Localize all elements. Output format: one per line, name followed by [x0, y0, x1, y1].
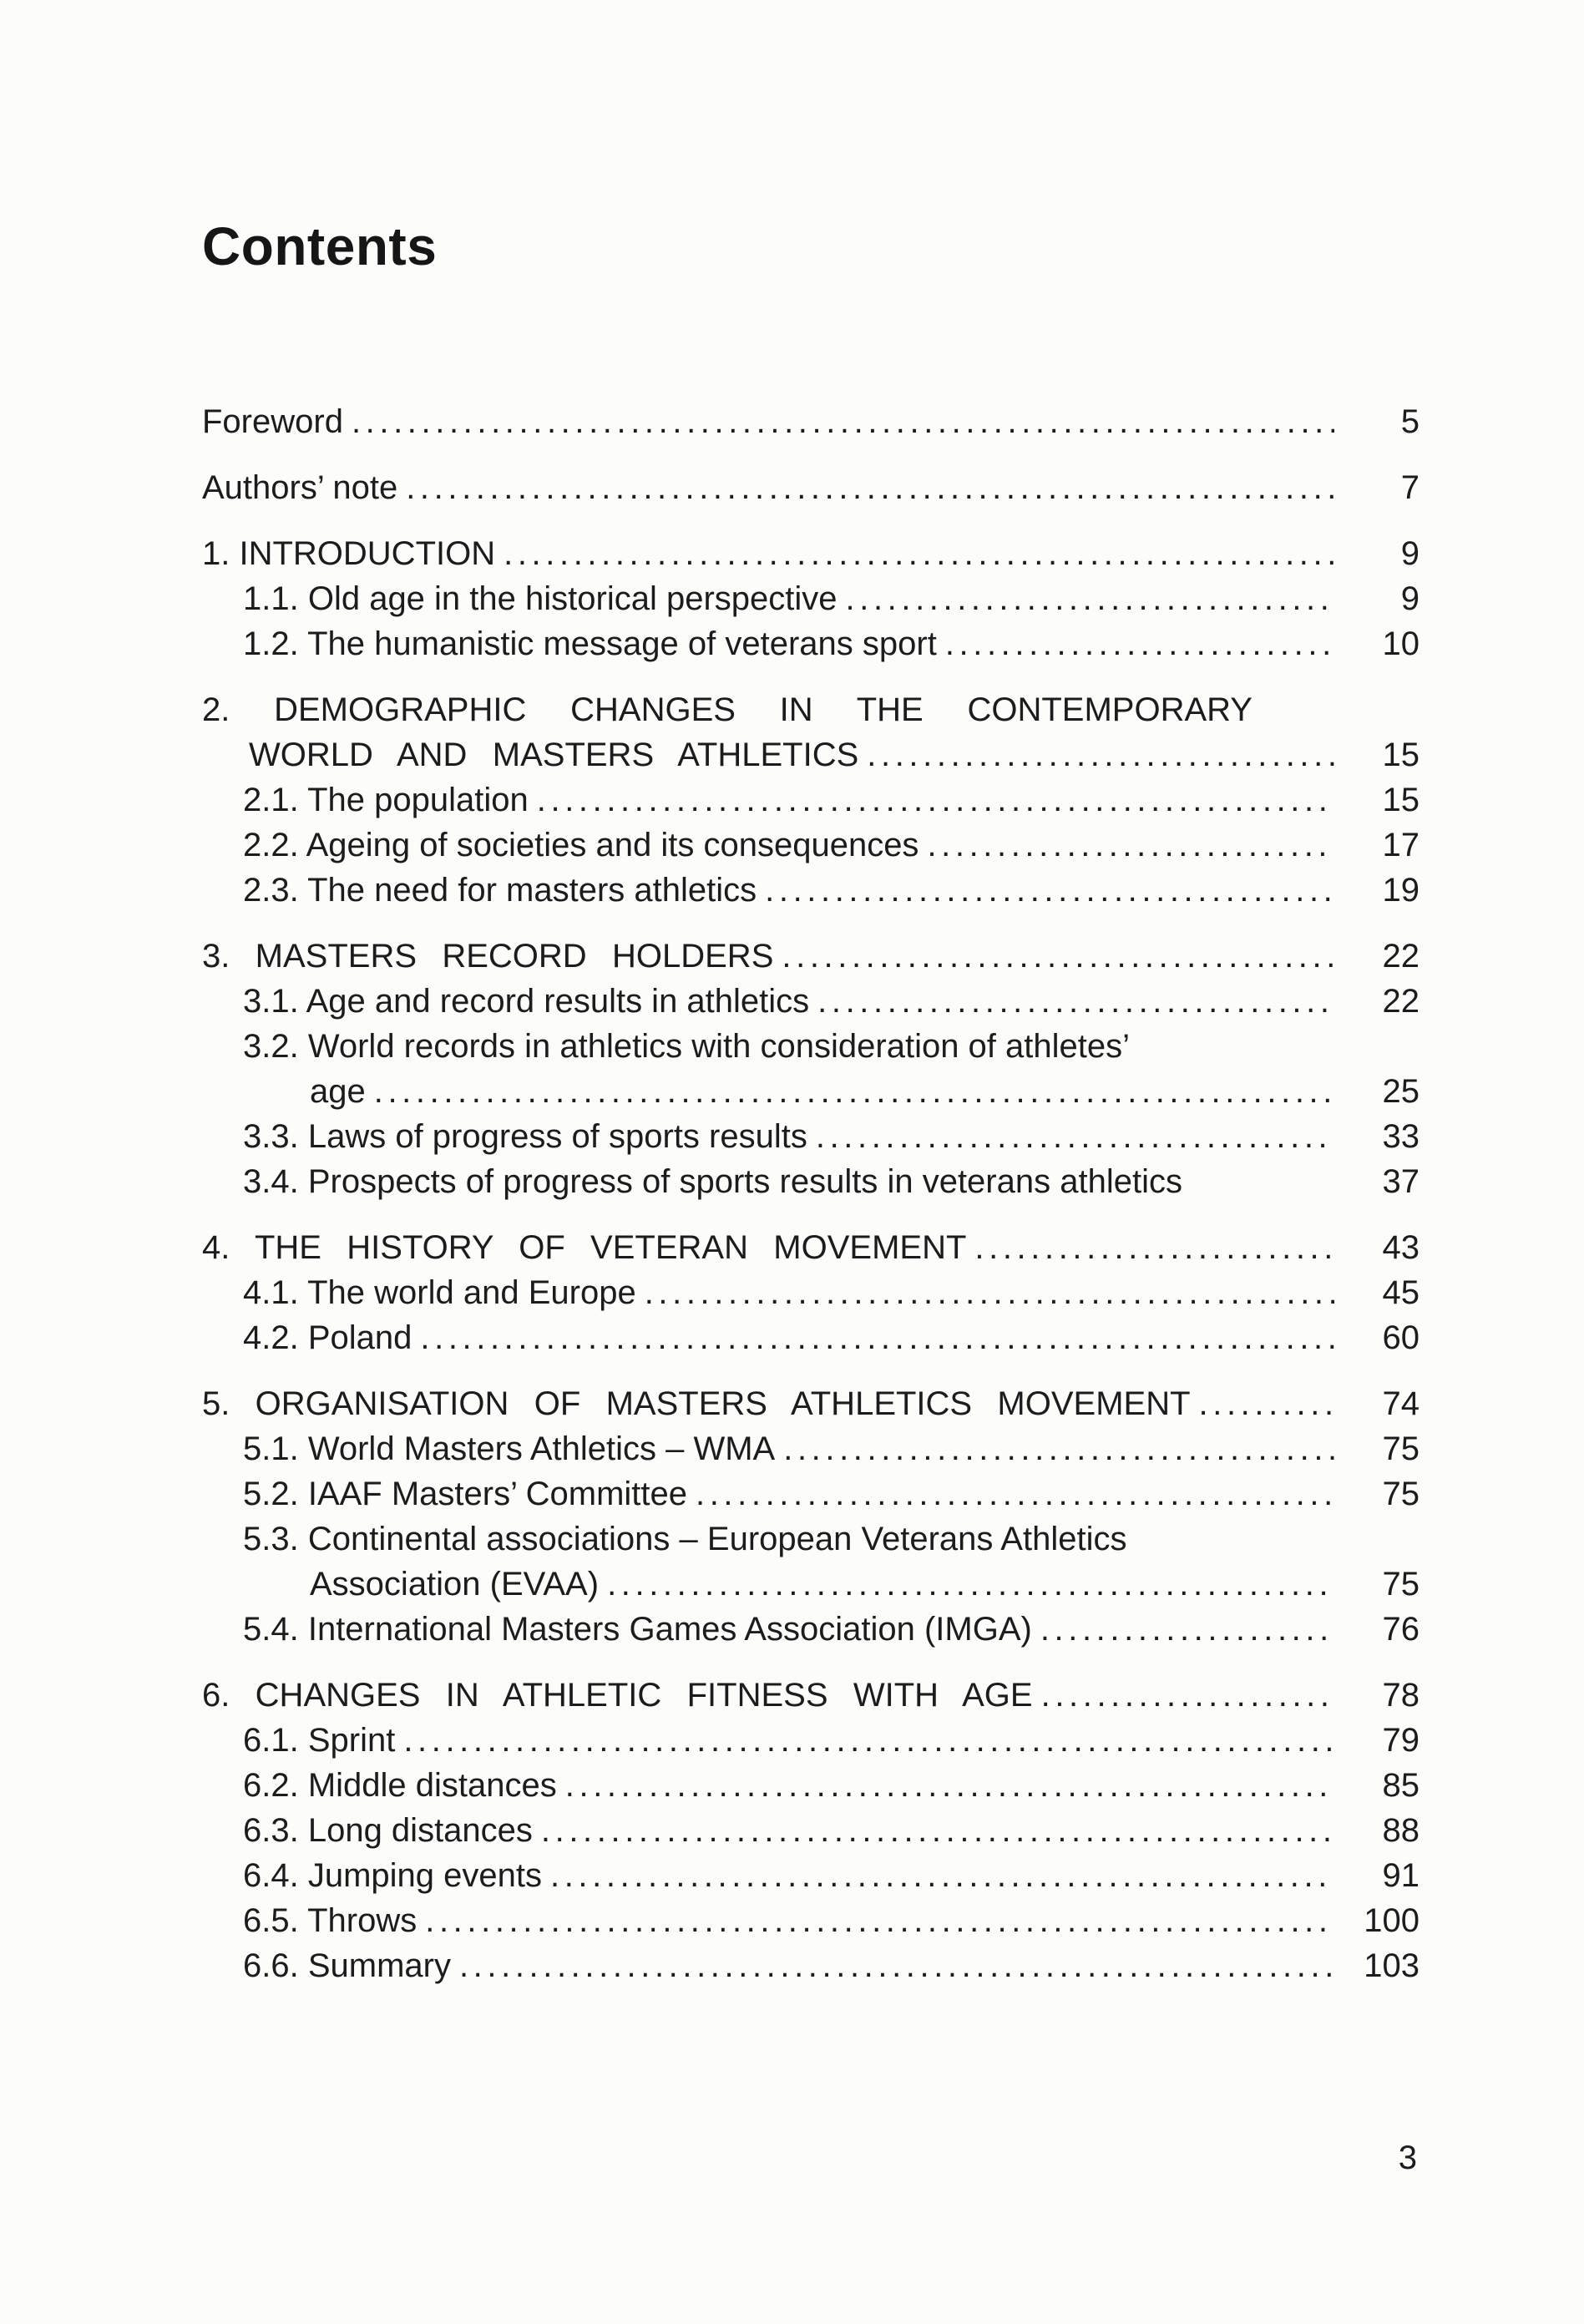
toc-entry-text: 5.2. IAAF Masters’ Committee	[243, 1476, 687, 1512]
toc-page-number: 22	[1382, 983, 1420, 1020]
toc-entry	[202, 1315, 1420, 1360]
dot-leader	[1040, 1607, 1334, 1652]
dot-leader	[867, 732, 1334, 777]
toc-entry	[202, 1898, 1420, 1943]
toc-line	[243, 1024, 1420, 1069]
toc-page-number: 74	[1382, 1385, 1420, 1422]
toc-group	[202, 1381, 1420, 1652]
dot-leader	[504, 531, 1334, 576]
toc-entry-text: 2.3. The need for masters athletics	[243, 872, 757, 909]
toc-page-number: 15	[1382, 782, 1420, 818]
toc-entry-text: 5. ORGANISATION OF MASTERS ATHLETICS MOVEMENT	[202, 1385, 1191, 1422]
toc-entry	[202, 1114, 1420, 1159]
toc-entry-text: 5.1. World Masters Athletics – WMA	[243, 1430, 776, 1467]
dot-leader	[782, 934, 1334, 979]
toc-line	[202, 732, 1420, 777]
toc-entry	[202, 1673, 1420, 1718]
dot-leader	[645, 1270, 1334, 1315]
toc-line	[243, 1763, 1420, 1808]
toc-entry-text: 6.6. Summary	[243, 1947, 451, 1984]
toc-entry	[202, 1159, 1420, 1204]
toc-entry	[202, 1426, 1420, 1471]
toc-entry-text: 6.5. Throws	[243, 1902, 418, 1939]
toc-entry-text: 2.2. Ageing of societies and its consequences	[243, 827, 919, 863]
toc-entry-text: 4.2. Poland	[243, 1319, 412, 1356]
toc-line	[243, 621, 1420, 666]
toc-page-number: 75	[1382, 1430, 1420, 1467]
dot-leader	[1199, 1381, 1334, 1426]
toc-page-number: 15	[1382, 737, 1420, 773]
toc-line	[243, 1270, 1420, 1315]
page-title: Contents	[202, 216, 438, 276]
toc-page-number: 10	[1382, 625, 1420, 662]
toc-line	[202, 1381, 1420, 1426]
dot-leader	[607, 1562, 1334, 1607]
toc-group	[202, 934, 1420, 1204]
dot-leader	[846, 576, 1334, 621]
toc-entry	[202, 531, 1420, 576]
toc-group	[202, 687, 1420, 913]
toc-entry-text: 6.3. Long distances	[243, 1812, 533, 1849]
toc-page-number: 9	[1400, 535, 1420, 572]
toc-entry-text: 3. MASTERS RECORD HOLDERS	[202, 938, 774, 975]
toc-entry	[202, 1763, 1420, 1808]
toc-line	[243, 1471, 1420, 1516]
toc-line	[243, 1159, 1420, 1204]
toc-line	[243, 1069, 1420, 1114]
toc-list	[202, 399, 1420, 1988]
toc-line	[243, 1943, 1420, 1988]
toc-line	[243, 823, 1420, 868]
toc-entry	[202, 1225, 1420, 1270]
toc-line	[243, 1898, 1420, 1943]
dot-leader	[541, 1808, 1334, 1853]
toc-entry-text: 6.4. Jumping events	[243, 1857, 542, 1894]
toc-page-number: 7	[1400, 469, 1420, 506]
toc-entry	[202, 934, 1420, 979]
toc-page-number: 25	[1382, 1073, 1420, 1110]
toc-line	[243, 1114, 1420, 1159]
toc-group	[202, 1673, 1420, 1988]
toc-line	[202, 1673, 1420, 1718]
toc-entry-text: 6.2. Middle distances	[243, 1767, 557, 1804]
toc-entry-text: 6. CHANGES IN ATHLETIC FITNESS WITH AGE	[202, 1677, 1033, 1714]
footer-page-number: 3	[1398, 2139, 1417, 2176]
toc-line	[243, 1607, 1420, 1652]
toc-line	[243, 1315, 1420, 1360]
toc-page-number: 75	[1382, 1476, 1420, 1512]
toc-entry	[202, 1808, 1420, 1853]
dot-leader	[817, 979, 1334, 1024]
toc-line	[243, 1426, 1420, 1471]
toc-entry	[202, 1381, 1420, 1426]
toc-line	[243, 979, 1420, 1024]
dot-leader	[425, 1898, 1334, 1943]
dot-leader	[927, 823, 1334, 868]
toc-entry	[202, 868, 1420, 913]
toc-line	[243, 1718, 1420, 1763]
dot-leader	[459, 1943, 1334, 1988]
toc-group	[202, 1225, 1420, 1360]
toc-line	[202, 531, 1420, 576]
toc-page-number: 19	[1382, 872, 1420, 909]
toc-page-number: 103	[1364, 1947, 1420, 1984]
dot-leader	[537, 777, 1334, 823]
dot-leader	[816, 1114, 1334, 1159]
toc-entry-text: 5.4. International Masters Games Association (IMGA)	[243, 1611, 1032, 1648]
toc-page-number: 88	[1382, 1812, 1420, 1849]
toc-entry-text: 3.2. World records in athletics with consideration of athletes’	[243, 1028, 1131, 1065]
toc-line	[243, 777, 1420, 823]
toc-line	[243, 1808, 1420, 1853]
toc-line	[202, 687, 1420, 732]
toc-entry	[202, 1024, 1420, 1114]
toc-page-number: 100	[1364, 1902, 1420, 1939]
toc-group	[202, 465, 1420, 510]
toc-entry-text: WORLD AND MASTERS ATHLETICS	[249, 737, 859, 773]
toc-line	[243, 576, 1420, 621]
toc-line	[202, 1225, 1420, 1270]
toc-entry	[202, 465, 1420, 510]
toc-group	[202, 531, 1420, 666]
toc-entry-text: 4.1. The world and Europe	[243, 1274, 636, 1311]
toc-page-number: 60	[1382, 1319, 1420, 1356]
dot-leader	[406, 465, 1334, 510]
toc-line	[202, 465, 1420, 510]
toc-line	[243, 1516, 1420, 1562]
toc-entry-text: 6.1. Sprint	[243, 1722, 396, 1759]
dot-leader	[550, 1853, 1334, 1898]
toc-page-number: 5	[1400, 403, 1420, 440]
dot-leader	[1041, 1673, 1334, 1718]
toc-line	[243, 1562, 1420, 1607]
toc-entry	[202, 979, 1420, 1024]
toc-page-number: 22	[1382, 938, 1420, 975]
toc-line	[202, 399, 1420, 444]
toc-page-number: 37	[1382, 1163, 1420, 1200]
dot-leader	[352, 399, 1334, 444]
toc-entry-text: 2.1. The population	[243, 782, 529, 818]
toc-entry-text: 2. DEMOGRAPHIC CHANGES IN THE CONTEMPORARY	[202, 691, 1253, 728]
dot-leader	[765, 868, 1334, 913]
toc-line	[202, 934, 1420, 979]
toc-entry-text: 3.1. Age and record results in athletics	[243, 983, 810, 1020]
dot-leader	[945, 621, 1334, 666]
toc-page-number: 45	[1382, 1274, 1420, 1311]
dot-leader	[374, 1069, 1334, 1114]
toc-group	[202, 399, 1420, 444]
toc-page-number: 75	[1382, 1566, 1420, 1602]
toc-page-number: 43	[1382, 1229, 1420, 1266]
toc-page-number: 76	[1382, 1611, 1420, 1648]
toc-entry-text: Association (EVAA)	[310, 1566, 600, 1602]
toc-entry	[202, 1943, 1420, 1988]
toc-page-number: 91	[1382, 1857, 1420, 1894]
toc-line	[243, 1853, 1420, 1898]
toc-entry-text: 1. INTRODUCTION	[202, 535, 496, 572]
dot-leader	[696, 1471, 1334, 1516]
toc-entry	[202, 1270, 1420, 1315]
toc-entry	[202, 621, 1420, 666]
toc-entry-text: 1.2. The humanistic message of veterans sport	[243, 625, 937, 662]
toc-page-number: 85	[1382, 1767, 1420, 1804]
toc-page-number: 78	[1382, 1677, 1420, 1714]
toc-line	[243, 868, 1420, 913]
dot-leader	[974, 1225, 1334, 1270]
toc-entry	[202, 777, 1420, 823]
toc-entry	[202, 399, 1420, 444]
toc-entry	[202, 1853, 1420, 1898]
toc-entry-text: 1.1. Old age in the historical perspective	[243, 580, 838, 617]
dot-leader	[783, 1426, 1334, 1471]
toc-entry	[202, 576, 1420, 621]
toc-entry-text: 5.3. Continental associations – European Veterans Athletics	[243, 1521, 1127, 1557]
toc-entry-text: 3.3. Laws of progress of sports results	[243, 1118, 807, 1155]
dot-leader	[420, 1315, 1334, 1360]
toc-entry	[202, 1516, 1420, 1607]
toc-entry	[202, 1718, 1420, 1763]
toc-entry	[202, 687, 1420, 777]
toc-page-number: 9	[1400, 580, 1420, 617]
toc-entry-text: 3.4. Prospects of progress of sports results in veterans athletics	[243, 1163, 1182, 1200]
toc-entry	[202, 1471, 1420, 1516]
toc-entry-text: Authors’ note	[202, 469, 398, 506]
dot-leader	[565, 1763, 1334, 1808]
toc-entry-text: 4. THE HISTORY OF VETERAN MOVEMENT	[202, 1229, 967, 1266]
toc-page-number: 33	[1382, 1118, 1420, 1155]
toc-page-number: 79	[1382, 1722, 1420, 1759]
dot-leader	[403, 1718, 1334, 1763]
toc-entry	[202, 1607, 1420, 1652]
toc-entry-text: age	[310, 1073, 366, 1110]
toc-entry-text: Foreword	[202, 403, 343, 440]
toc-entry	[202, 823, 1420, 868]
toc-page-number: 17	[1382, 827, 1420, 863]
